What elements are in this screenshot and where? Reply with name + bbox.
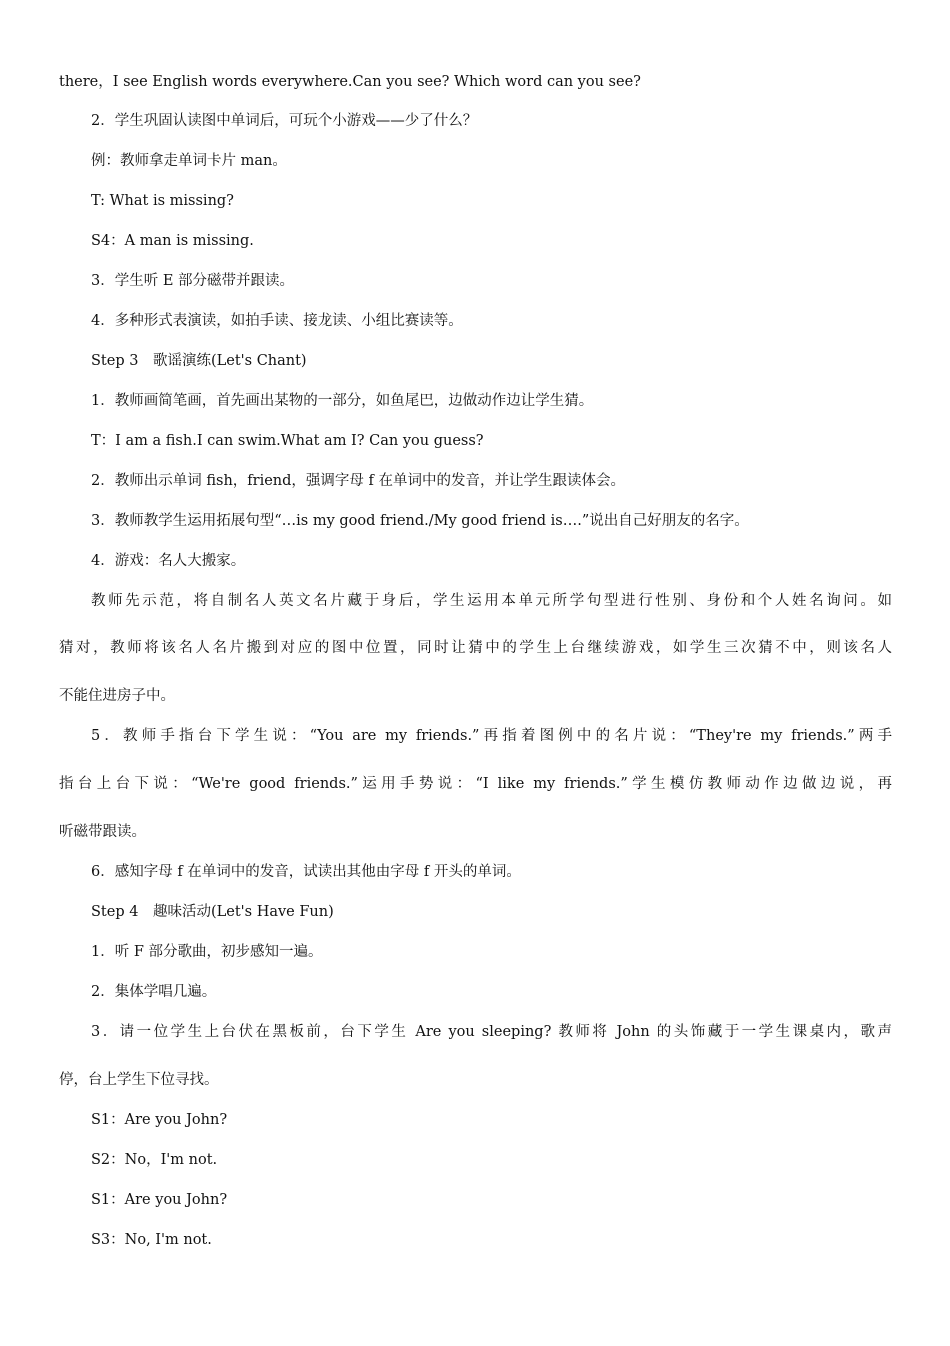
paragraph-game-line1: 教师先示范，将自制名人英文名片藏于身后，学生运用本单元所学句型进行性别、身份和个人姓名询问。如 <box>91 593 892 609</box>
dialogue-line-s2: S2：No，I'm not. <box>91 1152 218 1168</box>
paragraph-item5-line1: 5．教师手指台下学生说：“You are my friends.”再指着图例中的名片说：“They're my friends.”两手 <box>91 728 892 744</box>
paragraph-game-line2: 猜对，教师将该名人名片搬到对应的图中位置，同时让猜中的学生上台继续游戏，如学生三次猜不中，则该名人 <box>59 640 892 656</box>
paragraph-item3-line1: 3．请一位学生上台伏在黑板前，台下学生 Are you sleeping? 教师将 John 的头饰藏于一学生课桌内，歌声 <box>91 1024 892 1040</box>
paragraph-item5-line2: 指台上台下说：“We're good friends.”运用手势说：“I like my friends.”学生模仿教师动作边做边说，再 <box>59 776 892 792</box>
text-line-step2-item3: 3．学生听 E 部分磁带并跟读。 <box>91 273 295 289</box>
text-line-student-answer: S4：A man is missing. <box>91 233 254 249</box>
text-line-step3-item1: 1．教师画简笔画，首先画出某物的一部分，如鱼尾巴，边做动作边让学生猜。 <box>91 393 594 409</box>
text-line-step2-item2: 2．学生巩固认读图中单词后，可玩个小游戏——少了什么？ <box>91 113 478 129</box>
dialogue-line-s3: S3：No, I'm not. <box>91 1232 212 1248</box>
text-line-step3-item6: 6．感知字母 f 在单词中的发音，试读出其他由字母 f 开头的单词。 <box>91 864 521 880</box>
dialogue-line-s1: S1：Are you John? <box>91 1112 228 1128</box>
section-heading-step4: Step 4 趣味活动(Let's Have Fun) <box>91 904 334 920</box>
text-line-step4-item2: 2．集体学唱几遍。 <box>91 984 217 1000</box>
paragraph-item5-line3: 听磁带跟读。 <box>59 824 146 840</box>
dialogue-line-s1-repeat: S1：Are you John? <box>91 1192 228 1208</box>
section-heading-step3: Step 3 歌谣演练(Let's Chant) <box>91 353 307 369</box>
text-line-step3-item2: 2．教师出示单词 fish，friend，强调字母 f 在单词中的发音，并让学生跟读体会。 <box>91 473 626 489</box>
text-line-step3-item4: 4．游戏：名人大搬家。 <box>91 553 246 569</box>
text-line-continuation: there，I see English words everywhere.Can you see? Which word can you see? <box>59 74 641 90</box>
text-line-step3-item3: 3．教师教学生运用拓展句型“…is my good friend./My good friend is….”说出自己好朋友的名字。 <box>91 513 749 529</box>
text-line-step4-item1: 1．听 F 部分歌曲，初步感知一遍。 <box>91 944 323 960</box>
paragraph-game-line3: 不能住进房子中。 <box>59 688 175 704</box>
paragraph-item3-line2: 停，台上学生下位寻找。 <box>59 1072 219 1088</box>
text-line-teacher-question: T: What is missing? <box>91 193 234 209</box>
text-line-fish-dialogue: T：I am a fish.I can swim.What am I? Can you guess? <box>91 433 484 449</box>
text-line-step2-item4: 4．多种形式表演读，如拍手读、接龙读、小组比赛读等。 <box>91 313 463 329</box>
text-line-example: 例：教师拿走单词卡片 man。 <box>91 153 287 169</box>
